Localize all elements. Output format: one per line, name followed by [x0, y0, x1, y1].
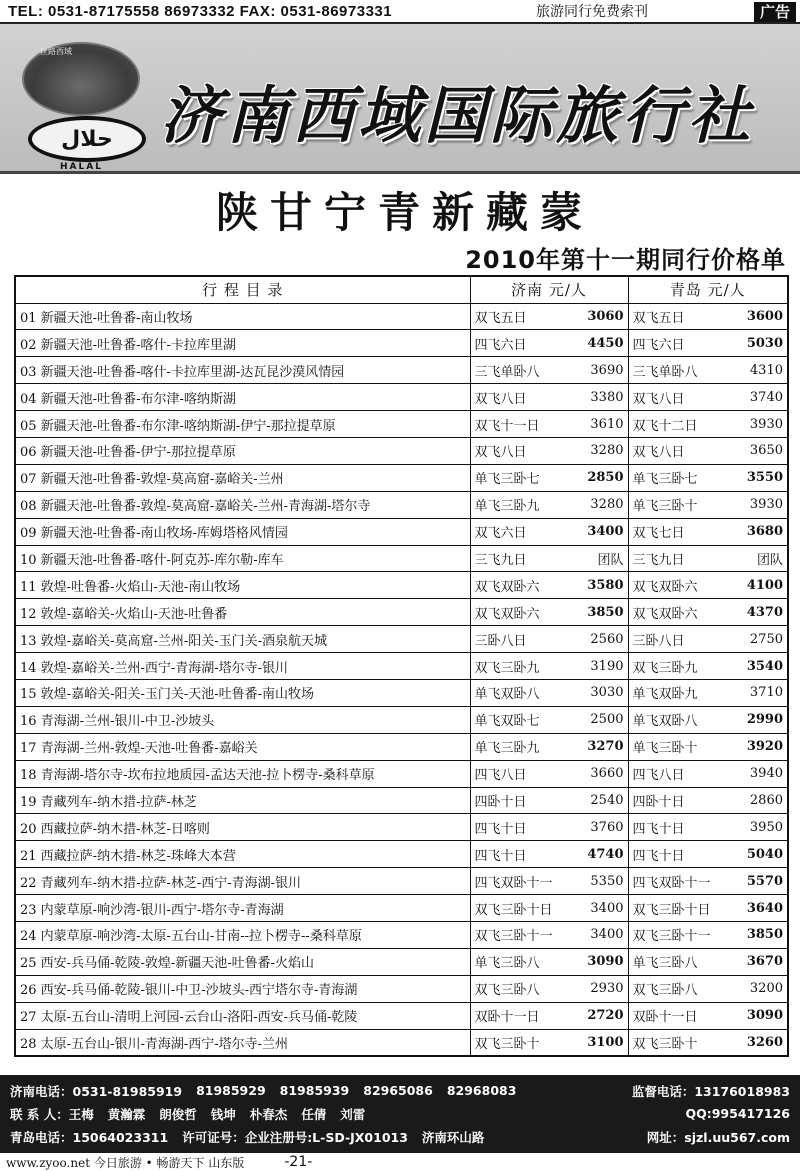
qingdao-cell: [628, 357, 788, 384]
route-cell: [15, 491, 470, 518]
jinan-price: 3270: [587, 739, 624, 755]
qingdao-price: 5570: [746, 873, 783, 889]
route-text: 20 西藏拉萨-纳木措-林芝-日喀则: [20, 821, 210, 837]
jinan-cell: [470, 814, 628, 841]
table-row: [15, 464, 788, 491]
jinan-price: 3190: [590, 658, 624, 674]
route-text: 03 新疆天池-吐鲁番-喀什-卡拉库里湖-达瓦昆沙漠风情园: [20, 364, 345, 380]
jinan-price: 3030: [590, 685, 624, 701]
footer-line-contacts: [10, 1102, 790, 1125]
jinan-price: 3280: [590, 443, 624, 459]
photo-caption: 丝路西域: [40, 47, 72, 56]
jinan-price: 2540: [590, 792, 624, 808]
top-bar: [0, 0, 800, 24]
qingdao-plan: 双飞双卧六: [632, 606, 698, 622]
table-row: [15, 303, 788, 330]
jinan-plan: 四飞八日: [474, 768, 527, 784]
contact-4: 钱坤: [210, 1106, 236, 1122]
qingdao-price: 3930: [749, 416, 783, 432]
jinan-plan: 单飞双卧七: [474, 714, 540, 730]
route-text: 02 新疆天池-吐鲁番-喀什-卡拉库里湖: [20, 337, 236, 353]
qingdao-plan: 双飞三卧十: [632, 1036, 698, 1052]
table-row: [15, 330, 788, 357]
page-number: -21-: [284, 1154, 313, 1170]
qingdao-cell: [628, 303, 788, 330]
jinan-plan: 双飞三卧十一: [474, 929, 553, 945]
route-text: 23 内蒙草原-响沙湾-银川-西宁-塔尔寺-青海湖: [20, 902, 284, 918]
route-cell: [15, 975, 470, 1002]
qingdao-cell: [628, 626, 788, 653]
qingdao-price: 3260: [746, 1034, 783, 1050]
qingdao-plan: 双飞十二日: [632, 418, 698, 434]
route-text: 26 西安-兵马俑-乾陵-银川-中卫-沙坡头-西宁塔尔寺-青海湖: [20, 983, 358, 999]
route-text: 18 青海湖-塔尔寺-坎布拉地质园-孟达天池-拉卜楞寺-桑科草原: [20, 768, 375, 784]
table-row: [15, 572, 788, 599]
table-row: [15, 653, 788, 680]
jinan-cell: [470, 411, 628, 438]
footer-line-phones: [10, 1079, 790, 1102]
jinan-plan: 四卧十日: [474, 794, 527, 810]
qingdao-price: 3650: [749, 443, 783, 459]
jinan-cell: [470, 330, 628, 357]
table-row: [15, 760, 788, 787]
route-text: 10 新疆天池-吐鲁番-喀什-阿克苏-库尔勒-库车: [20, 552, 284, 568]
halal-text: HALAL: [60, 162, 103, 172]
jinan-price: 3690: [590, 362, 624, 378]
qingdao-plan: 单飞三卧七: [632, 472, 698, 488]
table-row: [15, 975, 788, 1002]
jinan-cell: [470, 787, 628, 814]
jinan-price: 2500: [590, 712, 624, 728]
contact-3: 朗俊哲: [159, 1106, 197, 1122]
route-text: 07 新疆天池-吐鲁番-敦煌-莫高窟-嘉峪关-兰州: [20, 472, 284, 488]
qingdao-cell: [628, 437, 788, 464]
qingdao-price: 5040: [746, 846, 783, 862]
route-cell: [15, 464, 470, 491]
route-cell: [15, 921, 470, 948]
jinan-plan: 双飞三卧十: [474, 1036, 540, 1052]
table-row: [15, 679, 788, 706]
qingdao-price: 3670: [746, 954, 783, 970]
jinan-price: 3850: [587, 604, 624, 620]
jinan-plan: 双飞三卧十日: [474, 902, 553, 918]
jinan-cell: [470, 895, 628, 922]
address: 济南环山路: [421, 1129, 485, 1145]
jinan-cell: [470, 1002, 628, 1029]
route-cell: [15, 760, 470, 787]
phone-3: 81985939: [279, 1083, 350, 1098]
qingdao-plan: 四飞十日: [632, 848, 685, 864]
jinan-plan: 单飞三卧九: [474, 741, 540, 757]
route-text: 09 新疆天池-吐鲁番-南山牧场-库姆塔格风情园: [20, 526, 288, 542]
route-text: 04 新疆天池-吐鲁番-布尔津-喀纳斯湖: [20, 391, 236, 407]
route-cell: [15, 411, 470, 438]
qingdao-cell: [628, 1029, 788, 1056]
jinan-cell: [470, 1029, 628, 1056]
qingdao-price: 3740: [749, 389, 783, 405]
qingdao-plan: 双飞双卧六: [632, 579, 698, 595]
jinan-plan: 单飞双卧八: [474, 687, 540, 703]
qingdao-plan: 单飞三卧十: [632, 499, 698, 515]
jinan-plan: 双飞十一日: [474, 418, 540, 434]
table-row: [15, 491, 788, 518]
table-row: [15, 814, 788, 841]
route-text: 17 青海湖-兰州-敦煌-天池-吐鲁番-嘉峪关: [20, 741, 258, 757]
jinan-plan: 双飞双卧六: [474, 606, 540, 622]
route-cell: [15, 303, 470, 330]
qingdao-cell: [628, 895, 788, 922]
route-cell: [15, 545, 470, 572]
qingdao-plan: 四飞八日: [632, 768, 685, 784]
jinan-plan: 三飞九日: [474, 552, 527, 568]
table-row: [15, 411, 788, 438]
jinan-plan: 单飞三卧七: [474, 472, 540, 488]
qingdao-plan: 四卧十日: [632, 794, 685, 810]
qingdao-plan: 双飞七日: [632, 526, 685, 542]
header-route: 行 程 目 录: [15, 276, 470, 303]
qingdao-price: 3600: [746, 308, 783, 324]
jinan-cell: [470, 948, 628, 975]
footer-line-license: [10, 1125, 790, 1148]
route-cell: [15, 518, 470, 545]
table-body: [15, 303, 788, 1056]
jinan-price: 3380: [590, 389, 624, 405]
table-row: [15, 895, 788, 922]
jinan-cell: [470, 545, 628, 572]
qingdao-plan: 单飞双卧九: [632, 687, 698, 703]
jinan-plan: 四飞十日: [474, 821, 527, 837]
jinan-price: 3100: [587, 1034, 624, 1050]
jinan-cell: [470, 706, 628, 733]
halal-arabic: حلال: [61, 126, 113, 152]
route-cell: [15, 357, 470, 384]
route-cell: [15, 1029, 470, 1056]
phone-5: 82968083: [446, 1083, 517, 1098]
qingdao-price: 3540: [746, 658, 783, 674]
jinan-price: 团队: [597, 552, 624, 568]
qingdao-cell: [628, 653, 788, 680]
jinan-plan: 三飞单卧八: [474, 364, 540, 380]
table-row: [15, 545, 788, 572]
jinan-plan: 单飞三卧八: [474, 956, 540, 972]
jinan-price: 3400: [590, 900, 624, 916]
qingdao-plan: 四飞双卧十一: [632, 875, 711, 891]
qingdao-cell: [628, 733, 788, 760]
route-text: 24 内蒙草原-响沙湾-太原-五台山-甘南--拉卜楞寺--桑科草原: [20, 929, 362, 945]
qingdao-cell: [628, 975, 788, 1002]
route-cell: [15, 841, 470, 868]
qingdao-cell: [628, 679, 788, 706]
jinan-plan: 双飞双卧六: [474, 579, 540, 595]
footer-contacts: [0, 1075, 800, 1153]
jinan-price: 3660: [590, 766, 624, 782]
contact-2: 黄瀚霖: [107, 1106, 146, 1122]
contact-6: 任倩: [301, 1106, 327, 1122]
qingdao-plan: 单飞三卧十: [632, 741, 698, 757]
jinan-price: 3400: [587, 524, 624, 540]
route-cell: [15, 895, 470, 922]
qingdao-price: 3850: [746, 927, 783, 943]
route-text: 27 太原-五台山-清明上河园-云台山-洛阳-西安-兵马俑-乾陵: [20, 1010, 358, 1026]
jinan-cell: [470, 975, 628, 1002]
qingdao-plan: 双飞三卧十日: [632, 902, 711, 918]
header-jinan: 济南 元/人: [470, 276, 628, 303]
route-text: 14 敦煌-嘉峪关-兰州-西宁-青海湖-塔尔寺-银川: [20, 660, 289, 676]
route-text: 25 西安-兵马俑-乾陵-敦煌-新疆天池-吐鲁番-火焰山: [20, 956, 315, 972]
qingdao-cell: [628, 384, 788, 411]
qingdao-cell: [628, 868, 788, 895]
route-cell: [15, 733, 470, 760]
jinan-cell: [470, 760, 628, 787]
route-text: 16 青海湖-兰州-银川-中卫-沙坡头: [20, 714, 215, 730]
qingdao-price: 5030: [746, 335, 783, 351]
jinan-cell: [470, 384, 628, 411]
qingdao-plan: 三飞九日: [632, 552, 685, 568]
qingdao-cell: [628, 787, 788, 814]
qingdao-price: 3680: [746, 524, 783, 540]
qingdao-price: 4370: [746, 604, 783, 620]
route-cell: [15, 948, 470, 975]
page-title: 陕甘宁青新藏蒙: [215, 188, 594, 237]
table-row: [15, 518, 788, 545]
license-number: 许可证号：企业注册号:L-SD-JX01013: [182, 1129, 408, 1145]
table-row: [15, 921, 788, 948]
table-row: [15, 948, 788, 975]
qingdao-cell: [628, 464, 788, 491]
qingdao-price: 3640: [746, 900, 783, 916]
contact-7: 刘雷: [340, 1106, 366, 1122]
route-text: 15 敦煌-嘉峪关-阳关-玉门关-天池-吐鲁番-南山牧场: [20, 687, 315, 703]
table-row: [15, 384, 788, 411]
table-row: [15, 787, 788, 814]
qingdao-plan: 双飞八日: [632, 445, 685, 461]
qingdao-plan: 双飞三卧八: [632, 983, 698, 999]
jinan-plan: 四飞十日: [474, 848, 527, 864]
route-cell: [15, 653, 470, 680]
qingdao-plan: 四飞十日: [632, 821, 685, 837]
jinan-cell: [470, 733, 628, 760]
ad-badge: 广告: [754, 2, 796, 22]
table-row: [15, 357, 788, 384]
route-text: 21 西藏拉萨-纳木措-林芝-珠峰大本营: [20, 848, 236, 864]
qingdao-price: 团队: [756, 552, 783, 568]
table-row: [15, 437, 788, 464]
route-cell: [15, 626, 470, 653]
route-text: 19 青藏列车-纳木措-拉萨-林芝: [20, 794, 197, 810]
qingdao-cell: [628, 491, 788, 518]
table-row: [15, 841, 788, 868]
phone-2: 81985929: [196, 1083, 266, 1098]
qingdao-price: 3930: [749, 497, 783, 513]
table-row: [15, 868, 788, 895]
table-row: [15, 626, 788, 653]
qingdao-cell: [628, 572, 788, 599]
halal-logo: [28, 116, 146, 162]
qingdao-price: 2750: [749, 631, 783, 647]
jinan-cell: [470, 437, 628, 464]
route-text: 05 新疆天池-吐鲁番-布尔津-喀纳斯湖-伊宁-那拉提草原: [20, 418, 336, 434]
agency-banner: [0, 24, 800, 174]
qingdao-cell: [628, 545, 788, 572]
qingdao-cell: [628, 330, 788, 357]
qingdao-plan: 双飞五日: [632, 310, 685, 326]
qingdao-cell: [628, 760, 788, 787]
qingdao-plan: 双卧十一日: [632, 1010, 698, 1026]
route-cell: [15, 868, 470, 895]
route-text: 22 青藏列车-纳木措-拉萨-林芝-西宁-青海湖-银川: [20, 875, 302, 891]
route-cell: [15, 787, 470, 814]
qingdao-cell: [628, 1002, 788, 1029]
jinan-price: 3580: [587, 577, 624, 593]
qingdao-cell: [628, 518, 788, 545]
route-text: 01 新疆天池-吐鲁番-南山牧场: [20, 310, 193, 326]
jinan-price: 3060: [587, 308, 624, 324]
jinan-plan: 双飞六日: [474, 526, 527, 542]
route-text: 06 新疆天池-吐鲁番-伊宁-那拉提草原: [20, 445, 236, 461]
qingdao-plan: 三飞单卧八: [632, 364, 698, 380]
qingdao-cell: [628, 948, 788, 975]
bottom-bar: [0, 1153, 800, 1171]
jinan-plan: 双飞三卧八: [474, 983, 540, 999]
table-row: [15, 1002, 788, 1029]
qingdao-plan: 双飞三卧九: [632, 660, 698, 676]
qingdao-phone: 青岛电话：15064023311: [10, 1129, 169, 1145]
contact-5: 朴春杰: [249, 1106, 288, 1122]
site-tagline: www.zyoo.net 今日旅游 • 畅游天下 山东版: [6, 1155, 245, 1170]
route-text: 28 太原-五台山-银川-青海湖-西宁-塔尔寺-兰州: [20, 1036, 289, 1052]
jinan-phone: 济南电话：0531-81985919: [10, 1083, 183, 1099]
route-cell: [15, 330, 470, 357]
table-row: [15, 1029, 788, 1056]
route-cell: [15, 1002, 470, 1029]
jinan-cell: [470, 841, 628, 868]
jinan-price: 2850: [587, 470, 624, 486]
table-row: [15, 706, 788, 733]
header-contact: TEL: 0531-87175558 86973332 FAX: 0531-86973331: [8, 2, 393, 20]
qingdao-price: 3950: [749, 819, 783, 835]
jinan-plan: 四飞六日: [474, 337, 527, 353]
contact-1: 联 系 人：王梅: [10, 1106, 94, 1122]
route-text: 12 敦煌-嘉峪关-火焰山-天池-吐鲁番: [20, 606, 228, 622]
jinan-plan: 双卧十一日: [474, 1010, 540, 1026]
jinan-plan: 三卧八日: [474, 633, 527, 649]
qingdao-price: 3920: [746, 739, 783, 755]
route-text: 11 敦煌-吐鲁番-火焰山-天池-南山牧场: [20, 579, 241, 595]
table-row: [15, 733, 788, 760]
qingdao-plan: 双飞三卧十一: [632, 929, 711, 945]
jinan-cell: [470, 679, 628, 706]
route-cell: [15, 572, 470, 599]
qingdao-cell: [628, 706, 788, 733]
jinan-price: 5350: [590, 873, 624, 889]
jinan-price: 4450: [587, 335, 624, 351]
qingdao-price: 3940: [749, 766, 783, 782]
route-text: 08 新疆天池-吐鲁番-敦煌-莫高窟-嘉峪关-兰州-青海湖-塔尔寺: [20, 499, 371, 515]
jinan-price: 3090: [587, 954, 624, 970]
jinan-cell: [470, 303, 628, 330]
qingdao-plan: 单飞双卧八: [632, 714, 698, 730]
jinan-price: 4740: [587, 846, 624, 862]
qingdao-plan: 单飞三卧八: [632, 956, 698, 972]
price-table: [14, 275, 789, 1057]
jinan-cell: [470, 518, 628, 545]
jinan-price: 3280: [590, 497, 624, 513]
qingdao-price: 3710: [749, 685, 783, 701]
qingdao-price: 2990: [746, 712, 783, 728]
jinan-price: 3760: [590, 819, 624, 835]
header-slogan: 旅游同行免费索刊: [536, 4, 648, 20]
jinan-cell: [470, 626, 628, 653]
qingdao-plan: 双飞八日: [632, 391, 685, 407]
jinan-cell: [470, 921, 628, 948]
route-text: 13 敦煌-嘉峪关-莫高窟-兰州-阳关-玉门关-酒泉航天城: [20, 633, 328, 649]
route-cell: [15, 679, 470, 706]
jinan-plan: 四飞双卧十一: [474, 875, 553, 891]
jinan-cell: [470, 357, 628, 384]
jinan-cell: [470, 491, 628, 518]
jinan-plan: 双飞八日: [474, 391, 527, 407]
route-cell: [15, 384, 470, 411]
jinan-plan: 双飞三卧九: [474, 660, 540, 676]
supervise-phone: 监督电话：13176018983: [631, 1083, 790, 1099]
qingdao-plan: 四飞六日: [632, 337, 685, 353]
qingdao-cell: [628, 841, 788, 868]
jinan-price: 3400: [590, 927, 624, 943]
qingdao-price: 4100: [746, 577, 783, 593]
jinan-cell: [470, 868, 628, 895]
qingdao-cell: [628, 599, 788, 626]
agency-name: 济南西域国际旅行社: [160, 79, 755, 152]
qingdao-price: 4310: [749, 362, 783, 378]
jinan-price: 2560: [590, 631, 624, 647]
route-cell: [15, 706, 470, 733]
page-subtitle: 2010年第十一期同行价格单: [465, 246, 786, 274]
route-cell: [15, 437, 470, 464]
jinan-price: 2720: [587, 1008, 624, 1024]
table-row: [15, 599, 788, 626]
header-qingdao: 青岛 元/人: [628, 276, 788, 303]
route-cell: [15, 814, 470, 841]
jinan-price: 2930: [590, 981, 624, 997]
phone-4: 82965086: [363, 1083, 433, 1098]
jinan-cell: [470, 653, 628, 680]
qingdao-plan: 三卧八日: [632, 633, 685, 649]
qingdao-price: 3200: [749, 981, 783, 997]
website[interactable]: 网址：sjzl.uu567.com: [646, 1129, 790, 1145]
qingdao-price: 2860: [749, 792, 783, 808]
jinan-plan: 双飞五日: [474, 310, 527, 326]
jinan-plan: 双飞八日: [474, 445, 527, 461]
jinan-plan: 单飞三卧九: [474, 499, 540, 515]
table-header-row: [15, 276, 788, 303]
qingdao-cell: [628, 814, 788, 841]
qingdao-price: 3090: [746, 1008, 783, 1024]
qingdao-price: 3550: [746, 470, 783, 486]
qingdao-cell: [628, 411, 788, 438]
qingdao-cell: [628, 921, 788, 948]
jinan-price: 3610: [590, 416, 624, 432]
jinan-cell: [470, 599, 628, 626]
route-cell: [15, 599, 470, 626]
qq-number: QQ:995417126: [685, 1106, 790, 1121]
jinan-cell: [470, 572, 628, 599]
jinan-cell: [470, 464, 628, 491]
